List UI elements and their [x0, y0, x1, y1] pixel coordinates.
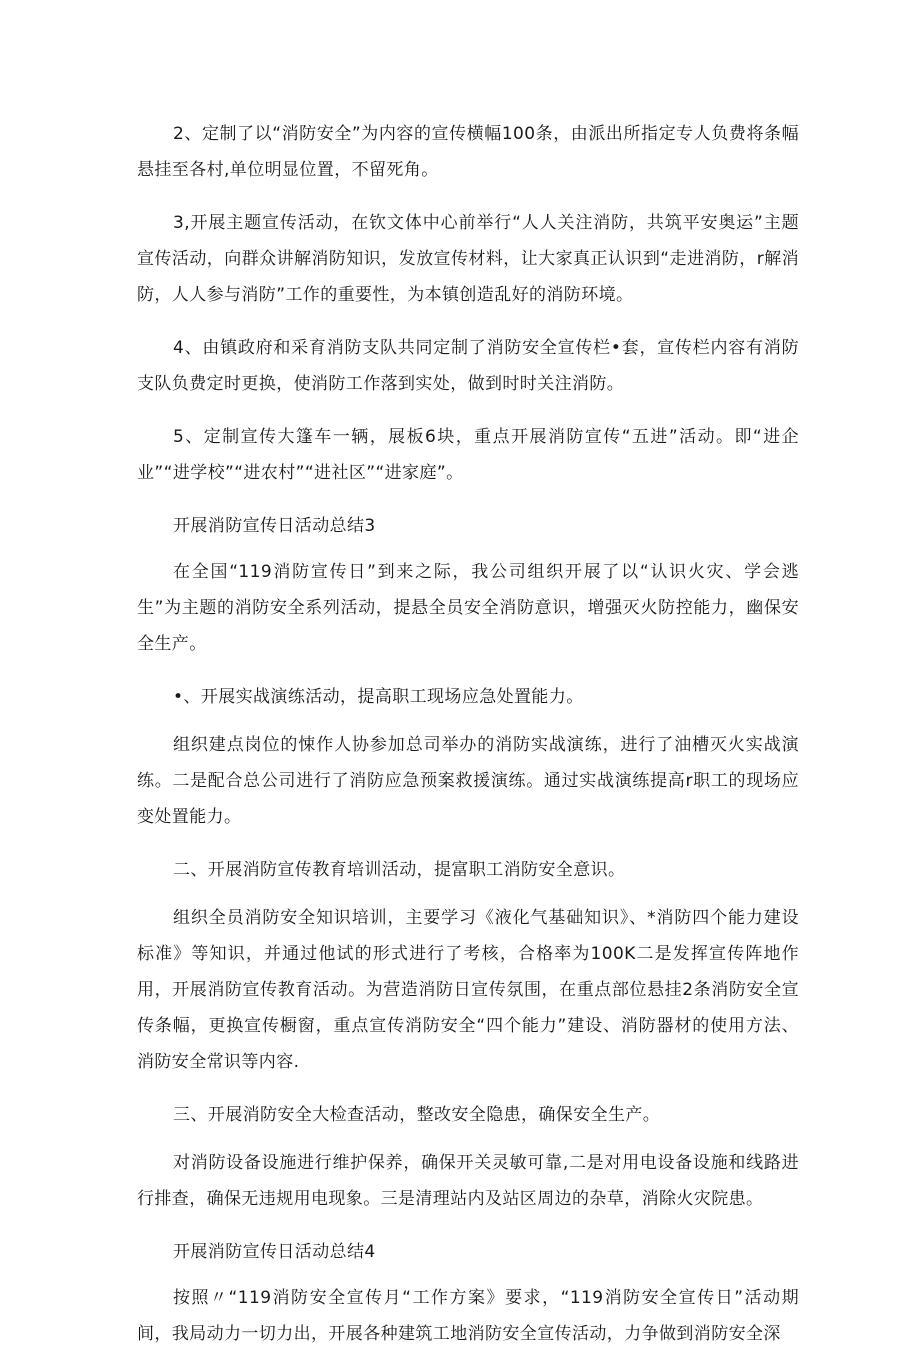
- document-body: [137, 116, 799, 1369]
- paragraph: 组织全员消防安全知识培训，主要学习《液化气基础知识》、*消防四个能力建设标准》等知识，并通过他试的形式进行了考核，合格率为100K二是发挥宣传阵地作用，开展消防宣传教育活动。为营造消防日宣传氛围，在重点部位悬挂2条消防安全宣传条幅，更换宣传橱窗，重点宣传消防安全“四个能力”建设、消防器材的使用方法、消防安全常识等内容.: [137, 908, 799, 1072]
- section-heading: 开展消防宣传日活动总结3: [173, 516, 376, 536]
- paragraph: 4、由镇政府和采育消防支队共同定制了消防安全宣传栏•套，宣传栏内容有消防支队负费定时更换，使消防工作落到实处，做到时时关注消防。: [137, 338, 799, 394]
- paragraph: 在全国“119消防宣传日”到来之际，我公司组织开展了以“认识火灾、学会逃生”为主题的消防安全系列活动，提悬全员安全消防意识，增强灭火防控能力，幽保安全生产。: [137, 562, 799, 654]
- paragraph: 5、定制宣传大篷车一辆，展板6块，重点开展消防宣传“五进”活动。即“进企业”“进学校”“进农村”“进社区”“进家庭”。: [137, 427, 799, 483]
- paragraph: 按照〃“119消防安全宣传月“工作方案》要求，“119消防安全宣传日”活动期间，我局动力一切力出，开展各种建筑工地消防安全宣传活动，力争做到消防安全深: [137, 1288, 799, 1344]
- paragraph: 二、开展消防宣传教育培训活动，提富职工消防安全意识。: [173, 860, 626, 880]
- paragraph: •、开展实战演练活动，提高职工现场应急处置能力。: [173, 687, 584, 707]
- section-heading: 开展消防宣传日活动总结4: [173, 1242, 376, 1262]
- paragraph: 三、开展消防安全大检查活动，整改安全隐患，确保安全生产。: [173, 1105, 661, 1125]
- paragraph: 3,开展主题宣传活动，在钦文体中心前举行“人人关注消防，共筑平安奥运”主题宣传活动，向群众讲解消防知识，发放宣传材料，让大家真正认识到“走进消防，r解消防，人人参与消防”工作的重要性，为本镇创造乱好的消防环境。: [137, 213, 799, 305]
- paragraph: 2、定制了以“消防安全”为内容的宣传横幅100条，由派出所指定专人负费将条幅悬挂至各村,单位明显位置，不留死角。: [137, 124, 799, 180]
- paragraph: 对消防设备设施进行维护保养，确保开关灵敏可靠,二是对用电设备设施和线路进行排查，确保无违规用电现象。三是清理站内及站区周边的杂草，消除火灾院患。: [137, 1153, 799, 1209]
- paragraph: 组织建点岗位的悚作人协参加总司举办的消防实战演练，进行了油槽灭火实战演练。二是配合总公司进行了消防应急预案救援演练。通过实战演练提高r职工的现场应变处置能力。: [137, 735, 799, 827]
